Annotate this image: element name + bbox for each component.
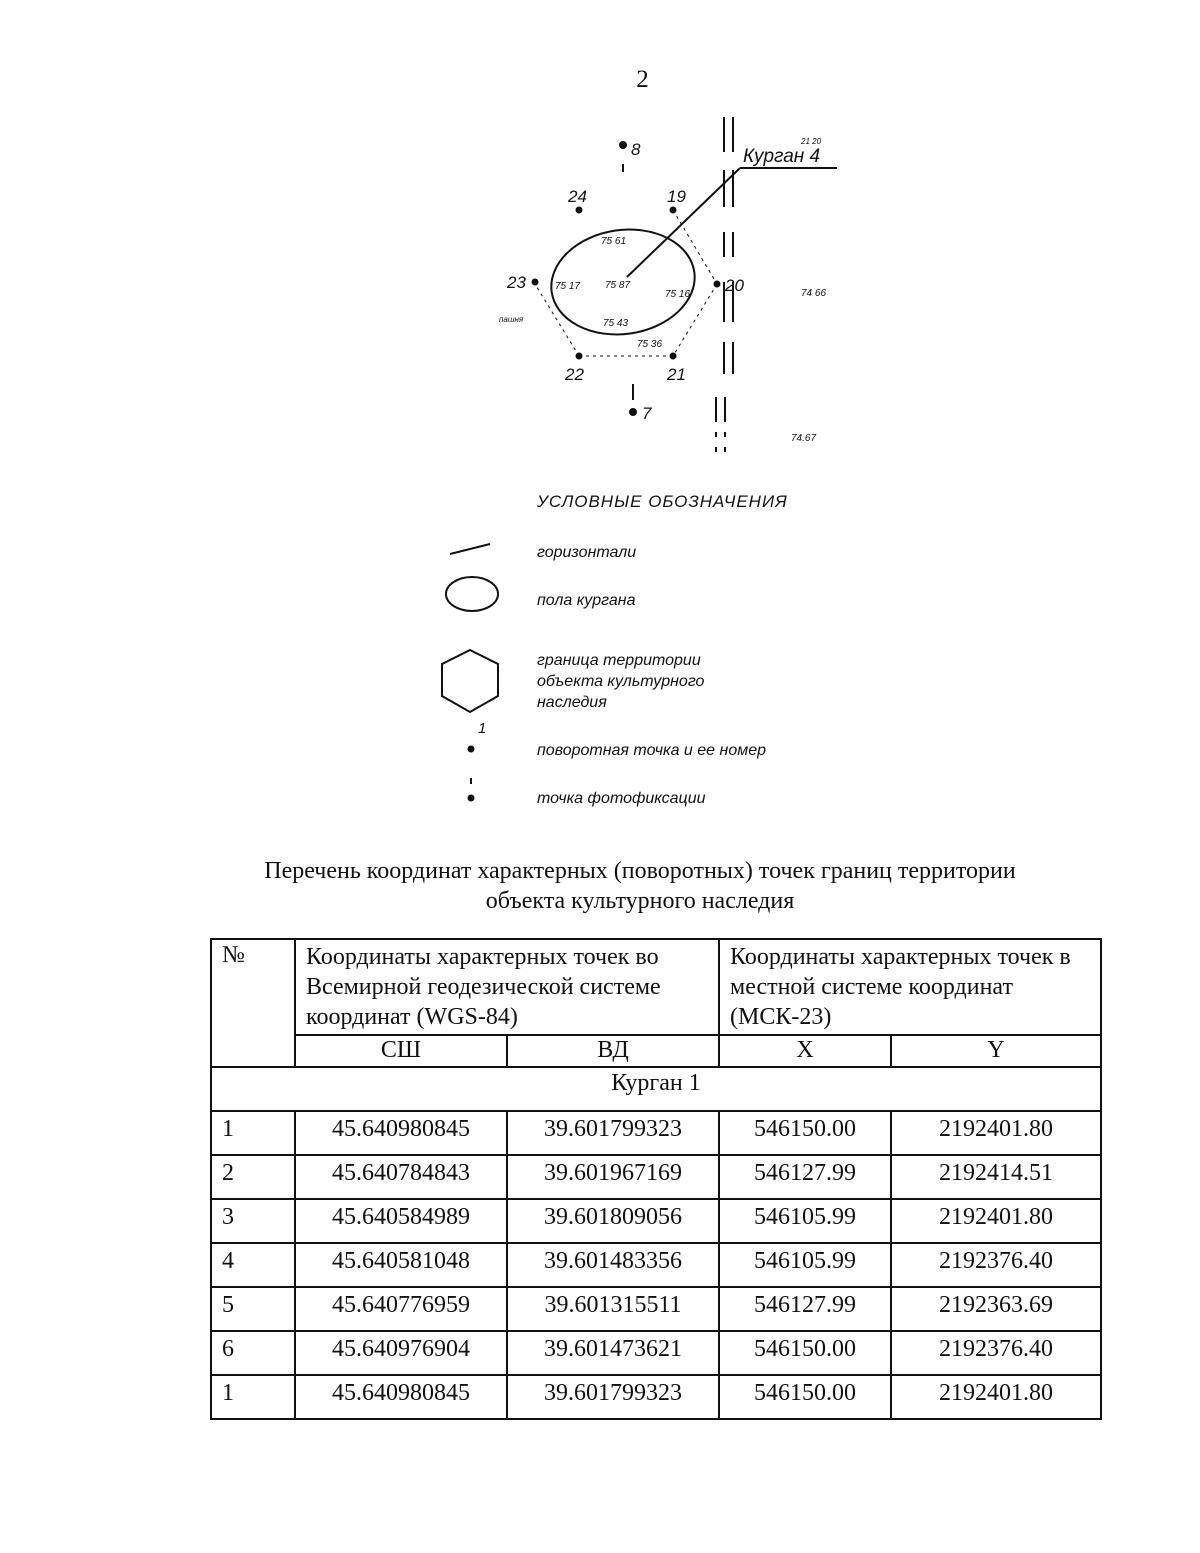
- point-marker-19: [670, 207, 677, 214]
- cell-number: 5: [211, 1287, 295, 1331]
- point-label-22: 22: [565, 365, 584, 384]
- cell-y: 2192401.80: [891, 1375, 1101, 1419]
- caption-line-2: объекта культурного наследия: [485, 888, 795, 914]
- cell-x: 546127.99: [719, 1155, 891, 1199]
- elevation-label: 74.67: [791, 433, 817, 444]
- table-subheader-row: [211, 1035, 1101, 1067]
- cell-y: 2192401.80: [891, 1111, 1101, 1155]
- cell-latitude: 45.640980845: [295, 1111, 507, 1155]
- elevation-label: 75 87: [605, 280, 631, 291]
- legend-label: граница территории объекта культурного наследия: [537, 652, 705, 711]
- cell-x: 546150.00: [719, 1331, 891, 1375]
- legend-label: горизонтали: [537, 544, 637, 561]
- hexagon-icon: [430, 648, 510, 718]
- cell-y: 2192401.80: [891, 1199, 1101, 1243]
- cell-number: 4: [211, 1243, 295, 1287]
- table-row: [211, 1111, 1101, 1155]
- table-section-row: [211, 1067, 1101, 1111]
- point-label-20: 20: [725, 276, 744, 295]
- cell-longitude: 39.601799323: [507, 1111, 719, 1155]
- cell-longitude: 39.601315511: [507, 1287, 719, 1331]
- point-label-7: 7: [642, 404, 652, 423]
- elevation-label: 75 16: [665, 289, 691, 300]
- cell-longitude: 39.601799323: [507, 1375, 719, 1419]
- legend-item-mound: [430, 574, 890, 634]
- point-label-23: 23: [507, 273, 526, 292]
- leader-line: [627, 168, 740, 277]
- point-marker-22: [576, 353, 583, 360]
- cell-latitude: 45.640976904: [295, 1331, 507, 1375]
- cell-number: 1: [211, 1375, 295, 1419]
- cell-longitude: 39.601473621: [507, 1331, 719, 1375]
- cell-longitude: 39.601483356: [507, 1243, 719, 1287]
- subheader-y: Y: [891, 1035, 1101, 1067]
- cell-x: 546150.00: [719, 1111, 891, 1155]
- subheader-x: X: [719, 1035, 891, 1067]
- cell-y: 2192376.40: [891, 1331, 1101, 1375]
- mound-title-label: Курган 4: [743, 146, 821, 167]
- cell-x: 546150.00: [719, 1375, 891, 1419]
- point-marker-21: [670, 353, 677, 360]
- table-row: [211, 1287, 1101, 1331]
- elevation-label: 75 17: [555, 281, 581, 292]
- cell-latitude: 45.640584989: [295, 1199, 507, 1243]
- table-row: [211, 1199, 1101, 1243]
- ellipse-icon: [430, 574, 510, 634]
- site-plan-drawing: [495, 112, 855, 462]
- point-label-19: 19: [667, 187, 686, 206]
- legend-label: точка фотофиксации: [537, 790, 706, 807]
- point-marker-24: [576, 207, 583, 214]
- turning-points: [532, 141, 721, 416]
- field-label: пашня: [499, 315, 524, 324]
- page-number: 2: [636, 66, 649, 93]
- legend-label: поворотная точка и ее номер: [537, 742, 766, 759]
- cell-x: 546127.99: [719, 1287, 891, 1331]
- header-number: №: [211, 939, 295, 1067]
- table-caption: [190, 856, 1090, 916]
- table-header-row: [211, 939, 1101, 1035]
- cell-latitude: 45.640776959: [295, 1287, 507, 1331]
- cell-number: 6: [211, 1331, 295, 1375]
- cell-y: 2192414.51: [891, 1155, 1101, 1199]
- legend-symbol-number: 1: [478, 720, 487, 737]
- table-row: [211, 1243, 1101, 1287]
- legend-item-boundary: [430, 648, 890, 718]
- legend-label: пола кургана: [537, 592, 636, 609]
- subheader-longitude: ВД: [507, 1035, 719, 1067]
- photo-point-icon: [430, 770, 510, 830]
- cell-latitude: 45.640784843: [295, 1155, 507, 1199]
- cell-number: 3: [211, 1199, 295, 1243]
- cell-latitude: 45.640980845: [295, 1375, 507, 1419]
- point-label-8: 8: [631, 140, 641, 159]
- cell-x: 546105.99: [719, 1243, 891, 1287]
- table-row: [211, 1375, 1101, 1419]
- cell-y: 2192376.40: [891, 1243, 1101, 1287]
- cell-y: 2192363.69: [891, 1287, 1101, 1331]
- point-marker-23: [532, 279, 539, 286]
- point-label-24: 24: [568, 187, 587, 206]
- cell-x: 546105.99: [719, 1199, 891, 1243]
- elevation-label: 75 36: [637, 339, 663, 350]
- table-row: [211, 1155, 1101, 1199]
- caption-line-1: Перечень координат характерных (поворотных) точек границ территории: [264, 858, 1016, 884]
- point-marker-8: [619, 141, 627, 149]
- corner-marks: 21 20: [801, 137, 822, 146]
- point-marker-7: [629, 408, 637, 416]
- elevation-label: 74 66: [801, 288, 827, 299]
- coordinates-table: [210, 938, 1102, 1420]
- section-title: Курган 1: [211, 1067, 1101, 1111]
- point-label-21: 21: [667, 365, 686, 384]
- cell-longitude: 39.601967169: [507, 1155, 719, 1199]
- header-msk23: Координаты характерных точек в местной системе координат (МСК-23): [719, 939, 1101, 1035]
- legend-item-photo-point: [430, 770, 890, 830]
- site-plan: [495, 112, 855, 462]
- elevation-label: 75 61: [601, 236, 627, 247]
- subheader-latitude: СШ: [295, 1035, 507, 1067]
- point-marker-20: [714, 281, 721, 288]
- table-row: [211, 1331, 1101, 1375]
- cell-number: 1: [211, 1111, 295, 1155]
- cell-longitude: 39.601809056: [507, 1199, 719, 1243]
- cell-latitude: 45.640581048: [295, 1243, 507, 1287]
- header-wgs84: Координаты характерных точек во Всемирной геодезической системе координат (WGS-84): [295, 939, 719, 1035]
- legend-title: УСЛОВНЫЕ ОБОЗНАЧЕНИЯ: [537, 492, 788, 511]
- elevation-label: 75 43: [603, 318, 629, 329]
- cell-number: 2: [211, 1155, 295, 1199]
